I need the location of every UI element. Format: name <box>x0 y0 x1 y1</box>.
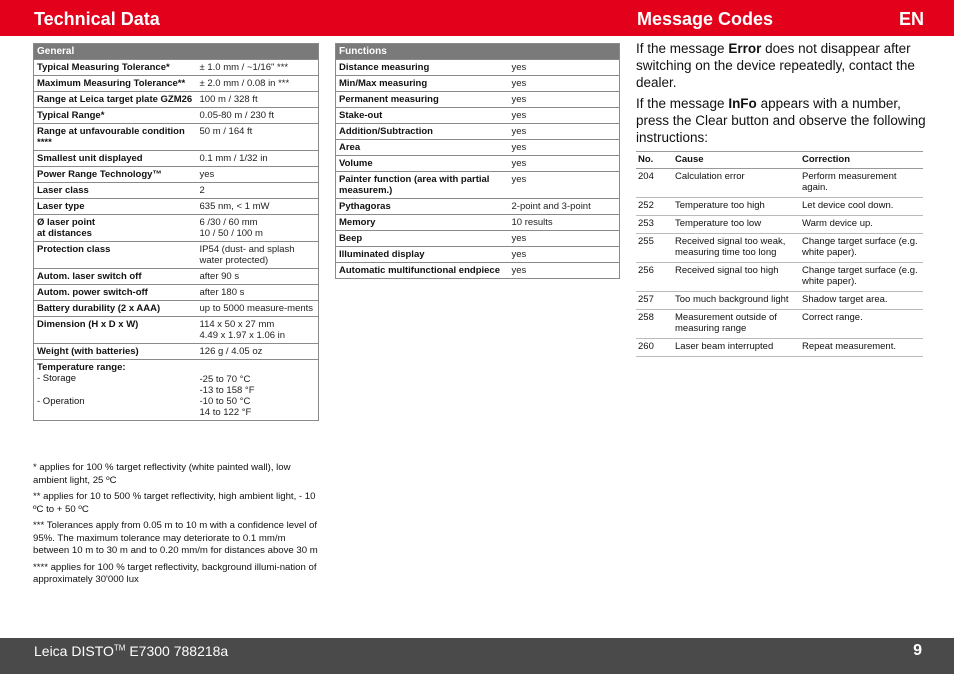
function-label: Painter function (area with partial measurem.) <box>336 172 509 199</box>
code-cause: Laser beam interrupted <box>673 339 800 357</box>
spec-row <box>34 183 319 199</box>
spec-value: 0.05-80 m / 230 ft <box>197 108 319 124</box>
function-value: yes <box>509 247 620 263</box>
functions-heading: Functions <box>336 44 620 60</box>
function-value: yes <box>509 140 620 156</box>
code-number: 258 <box>636 310 673 339</box>
spec-label: Autom. power switch-off <box>34 285 197 301</box>
spec-label: Range at unfavourable condition **** <box>34 124 197 151</box>
code-number: 260 <box>636 339 673 357</box>
code-cause: Temperature too high <box>673 198 800 216</box>
function-label: Area <box>336 140 509 156</box>
code-cause: Received signal too weak, measuring time too long <box>673 234 800 263</box>
spec-row <box>34 199 319 215</box>
col-header-cause: Cause <box>673 152 800 169</box>
footnote: * applies for 100 % target reflectivity (white painted wall), low ambient light, 25 ºC <box>33 462 291 486</box>
function-row <box>336 215 620 231</box>
spec-value: after 180 s <box>197 285 319 301</box>
spec-row <box>34 124 319 151</box>
code-row <box>636 310 923 339</box>
function-label: Illuminated display <box>336 247 509 263</box>
spec-row <box>34 76 319 92</box>
function-row <box>336 76 620 92</box>
function-value: 10 results <box>509 215 620 231</box>
code-number: 256 <box>636 263 673 292</box>
col-header-no: No. <box>636 152 673 169</box>
footnote: **** applies for 100 % target reflectivity, background illumi-nation of approximately 30'000 lux <box>33 561 317 585</box>
code-cause: Too much background light <box>673 292 800 310</box>
spec-value: 100 m / 328 ft <box>197 92 319 108</box>
function-value: yes <box>509 172 620 199</box>
function-value: yes <box>509 92 620 108</box>
function-row <box>336 231 620 247</box>
spec-label: Ø laser point at distances <box>34 215 197 242</box>
code-cause: Temperature too low <box>673 216 800 234</box>
spec-value: yes <box>197 167 319 183</box>
product-name: Leica DISTO™ E7300 788218a <box>34 643 229 659</box>
page-number: 9 <box>913 642 922 659</box>
spec-label: Battery durability (2 x AAA) <box>34 301 197 317</box>
spec-label: Dimension (H x D x W) <box>34 317 197 344</box>
code-row <box>636 263 923 292</box>
spec-value: 2 <box>197 183 319 199</box>
operation-range: -10 to 50 °C 14 to 122 °F <box>199 396 252 418</box>
code-correction: Perform measurement again. <box>800 169 923 198</box>
function-label: Automatic multifunctional endpiece <box>336 263 509 279</box>
function-value: yes <box>509 124 620 140</box>
operation-label: - Operation <box>37 396 85 407</box>
spec-value: 50 m / 164 ft <box>197 124 319 151</box>
general-specs-table <box>33 43 319 421</box>
code-row <box>636 234 923 263</box>
code-number: 204 <box>636 169 673 198</box>
code-correction: Correct range. <box>800 310 923 339</box>
spec-value: 126 g / 4.05 oz <box>197 344 319 360</box>
function-label: Stake-out <box>336 108 509 124</box>
function-label: Min/Max measuring <box>336 76 509 92</box>
spec-value: 635 nm, < 1 mW <box>197 199 319 215</box>
spec-row <box>34 344 319 360</box>
spec-label: Smallest unit displayed <box>34 151 197 167</box>
function-label: Memory <box>336 215 509 231</box>
footnote: ** applies for 10 to 500 % target reflectivity, high ambient light, - 10 ºC to + 50 ºC <box>33 491 316 515</box>
temperature-label <box>34 360 197 421</box>
footnote: *** Tolerances apply from 0.05 m to 10 m with a confidence level of 95%. The maximum tolerance may deteriorate to 0.1 mm/m between 10 m to 30 m and to 0.20 mm/m for distances above 30 m <box>33 520 318 556</box>
storage-range: -25 to 70 °C -13 to 158 °F <box>199 374 255 396</box>
general-heading: General <box>34 44 319 60</box>
col-header-correction: Correction <box>800 152 923 169</box>
spec-value: after 90 s <box>197 269 319 285</box>
function-row <box>336 108 620 124</box>
header-bar <box>0 0 954 36</box>
spec-label: Laser type <box>34 199 197 215</box>
spec-row <box>34 269 319 285</box>
spec-row <box>34 151 319 167</box>
code-correction: Warm device up. <box>800 216 923 234</box>
message-intro <box>636 40 926 150</box>
spec-row <box>34 167 319 183</box>
spec-row <box>34 301 319 317</box>
spec-row <box>34 92 319 108</box>
spec-label: Power Range Technology™ <box>34 167 197 183</box>
spec-label: Weight (with batteries) <box>34 344 197 360</box>
function-row <box>336 156 620 172</box>
code-cause: Measurement outside of measuring range <box>673 310 800 339</box>
function-value: yes <box>509 156 620 172</box>
spec-label: Maximum Measuring Tolerance** <box>34 76 197 92</box>
temperature-values <box>197 360 319 421</box>
function-value: yes <box>509 76 620 92</box>
spec-value: 0.1 mm / 1/32 in <box>197 151 319 167</box>
function-row <box>336 263 620 279</box>
message-codes-table <box>636 151 923 357</box>
footnotes <box>33 462 318 591</box>
spec-row <box>34 242 319 269</box>
code-row <box>636 169 923 198</box>
function-row <box>336 140 620 156</box>
spec-label: Laser class <box>34 183 197 199</box>
spec-value: up to 5000 measure-ments <box>197 301 319 317</box>
spec-row <box>34 60 319 76</box>
code-number: 255 <box>636 234 673 263</box>
code-row <box>636 339 923 357</box>
spec-value: 114 x 50 x 27 mm 4.49 x 1.97 x 1.06 in <box>197 317 319 344</box>
function-label: Permanent measuring <box>336 92 509 108</box>
function-label: Beep <box>336 231 509 247</box>
code-correction: Repeat measurement. <box>800 339 923 357</box>
function-row <box>336 247 620 263</box>
spec-label: Typical Measuring Tolerance* <box>34 60 197 76</box>
code-cause: Received signal too high <box>673 263 800 292</box>
spec-value: IP54 (dust- and splash water protected) <box>197 242 319 269</box>
code-row <box>636 216 923 234</box>
code-correction: Let device cool down. <box>800 198 923 216</box>
section-title-technical-data: Technical Data <box>34 9 160 29</box>
spec-label: Autom. laser switch off <box>34 269 197 285</box>
spec-row-temperature <box>34 360 319 421</box>
spec-value: ± 1.0 mm / ~1/16" *** <box>197 60 319 76</box>
function-row <box>336 124 620 140</box>
language-tag: EN <box>898 9 924 29</box>
spec-label: Protection class <box>34 242 197 269</box>
function-value: yes <box>509 263 620 279</box>
function-row <box>336 60 620 76</box>
code-correction: Shadow target area. <box>800 292 923 310</box>
spec-row <box>34 285 319 301</box>
spec-value: ± 2.0 mm / 0.08 in *** <box>197 76 319 92</box>
spec-row <box>34 108 319 124</box>
section-title-message-codes: Message Codes <box>637 9 774 29</box>
spec-row <box>34 215 319 242</box>
function-value: yes <box>509 231 620 247</box>
code-cause: Calculation error <box>673 169 800 198</box>
function-label: Distance measuring <box>336 60 509 76</box>
spec-label: Range at Leica target plate GZM26 <box>34 92 197 108</box>
function-label: Pythagoras <box>336 199 509 215</box>
function-row <box>336 92 620 108</box>
storage-label: - Storage <box>37 373 77 384</box>
code-number: 257 <box>636 292 673 310</box>
function-row <box>336 172 620 199</box>
code-row <box>636 292 923 310</box>
function-label: Addition/Subtraction <box>336 124 509 140</box>
function-label: Volume <box>336 156 509 172</box>
error-paragraph: If the message Error does not disappear after switching on the device repeatedly, contact the dealer. <box>636 41 915 90</box>
code-correction: Change target surface (e.g. white paper). <box>800 234 923 263</box>
footer-bar <box>0 638 954 674</box>
function-row <box>336 199 620 215</box>
function-value: 2-point and 3-point <box>509 199 620 215</box>
code-number: 253 <box>636 216 673 234</box>
info-paragraph: If the message InFo appears with a number, press the Clear button and observe the following instructions: <box>636 96 926 145</box>
code-correction: Change target surface (e.g. white paper). <box>800 263 923 292</box>
function-value: yes <box>509 60 620 76</box>
function-value: yes <box>509 108 620 124</box>
code-row <box>636 198 923 216</box>
code-number: 252 <box>636 198 673 216</box>
temperature-title: Temperature range: <box>37 362 126 373</box>
spec-label: Typical Range* <box>34 108 197 124</box>
spec-row <box>34 317 319 344</box>
functions-table <box>335 43 620 279</box>
spec-value: 6 /30 / 60 mm 10 / 50 / 100 m <box>197 215 319 242</box>
